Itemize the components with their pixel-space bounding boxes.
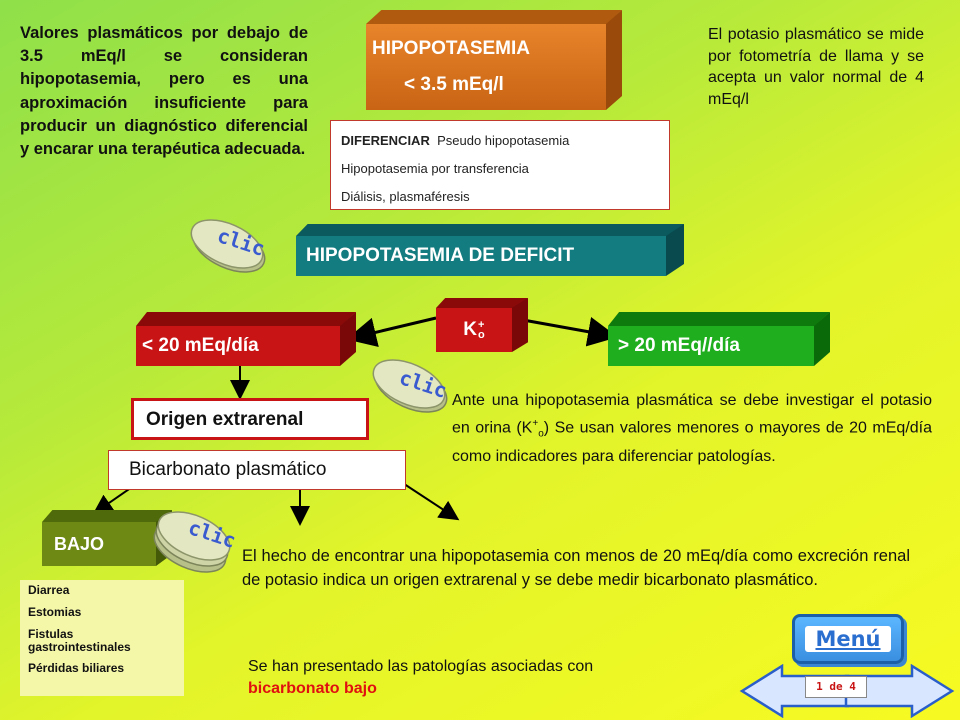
bajo-label: BAJO: [42, 522, 156, 566]
clic-button-3[interactable]: [142, 506, 238, 576]
cause-item: Diarrea: [28, 583, 70, 597]
right-note: El potasio plasmático se mide por fotometría de llama y se acepta un valor normal de 4 mEq/l: [708, 26, 924, 108]
deficit-label: HIPOPOTASEMIA DE DEFICIT: [296, 236, 666, 276]
clic-button-1[interactable]: [183, 212, 273, 276]
ko-front: [436, 308, 512, 352]
high-excretion-box: [608, 312, 830, 366]
clic-label: clic: [185, 515, 239, 553]
diferenciar-item: Hipopotasemia por transferencia: [341, 161, 529, 176]
ko-box: [436, 298, 528, 352]
hipopotasemia-value: < 3.5 mEq/l: [404, 74, 504, 95]
clic-label: clic: [214, 223, 268, 261]
investigate-sup: +: [532, 417, 539, 429]
left-note: Valores plasmáticos por debajo de 3.5 mEq/l se consideran hipopotasemia, pero es una aproximación insuficiente para producir un diagnóstico diferencial y encarar una terapéutica adecuada.: [20, 24, 308, 159]
summary-text: Se han presentado las patologías asociadas con: [248, 658, 594, 675]
box-top: [136, 312, 356, 326]
low-excretion-box: [136, 312, 356, 366]
page-indicator: 1 de 4: [805, 676, 867, 698]
ko-sub: o: [478, 329, 485, 341]
cause-item: Estomias: [28, 605, 82, 619]
diferenciar-item: Diálisis, plasmaféresis: [341, 189, 470, 204]
line-ko-low: [352, 318, 436, 338]
cause-item: Pérdidas biliares: [28, 661, 125, 675]
hipopotasemia-title: HIPOPOTASEMIA: [372, 38, 530, 59]
extrarenal-note: El hecho de encontrar una hipopotasemia con menos de 20 mEq/día como excreción renal de potasio indica un origen extrarenal y se debe medir bicarbonato plasmático.: [242, 547, 910, 589]
menu-label: Menú: [805, 626, 890, 652]
causes-list: [20, 580, 184, 696]
diferenciar-first: Pseudo hipopotasemia: [437, 133, 570, 148]
ko-base: K: [463, 319, 477, 340]
menu-button[interactable]: [792, 614, 904, 664]
high-excretion-label: > 20 mEq//día: [608, 326, 814, 366]
box-top: [608, 312, 830, 326]
diferenciar-label: DIFERENCIAR: [341, 133, 430, 148]
investigate-text-a: Ante una hipopotasemia plasmática se debe investigar el potasio en orina (K: [452, 392, 932, 436]
cause-item: Fistulas gastrointestinales: [28, 627, 131, 654]
low-excretion-label: < 20 mEq/día: [136, 326, 340, 366]
summary-note: [248, 656, 718, 700]
clic-label: clic: [396, 365, 450, 403]
ko-sup: +: [478, 319, 485, 331]
investigate-sub: o: [538, 428, 544, 440]
investigate-text-b: ) Se usan valores menores o mayores de 20 mEq/día como indicadores para diferenciar patologías.: [452, 418, 933, 465]
clic-button-2[interactable]: [365, 352, 455, 416]
origen-extrarenal-box: Origen extrarenal: [131, 398, 369, 440]
investigate-note: [452, 390, 932, 468]
summary-highlight: bicarbonato bajo: [248, 680, 377, 697]
bicarbonato-box: Bicarbonato plasmático: [108, 450, 406, 490]
